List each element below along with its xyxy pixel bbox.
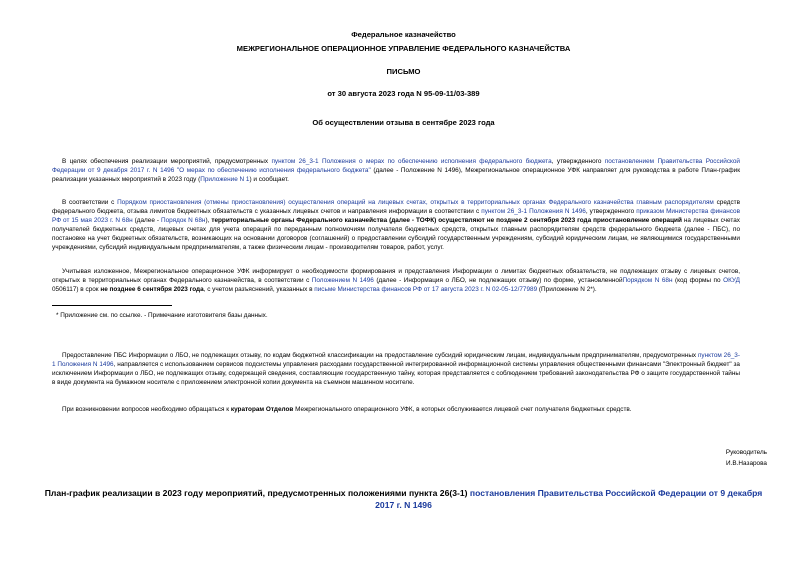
link-clause-26-3-1[interactable]: пунктом 26_3-1 Положения N 1496	[52, 352, 740, 368]
bold-deadline-text: не позднее 6 сентября 2023 года	[100, 286, 204, 293]
link-clause-26-3-1[interactable]: пунктом 26_3-1 Положения о мерах по обеспечению исполнения федерального бюджета	[271, 158, 552, 165]
text: В соответствии с	[62, 199, 118, 206]
text: Учитывая изложенное, Межрегиональное операционное УФК информирует о необходимости формирования и представления Информации о лимитах бюджетных обязательств, не подлежащих отзыву с лицевых счетов, открытых в территориальных органах Федерального казначейства, в соответствии с	[52, 268, 740, 284]
text: на лицевых счетах получателей бюджетных средств, лицевых счетах для учета операций по переданным полномочиям получателя бюджетных средств, открытых главным распорядителям средств федерального бюджета (далее - ПБС), по постановке на учет бюджетных обязательств, возникающих на основании договоров (соглашений) о предоставлении субсидий государственным учреждениям, субсидий юридическим лицам, не являющимися государственными учреждениями, субсидий индивидуальным предпринимателям, а также физическим лицам - производителям товаров, работ, услуг.	[52, 217, 740, 251]
footnote: * Приложение см. по ссылке. - Примечание изготовителя базы данных.	[56, 312, 268, 319]
text: Предоставление ПБС Информации о ЛБО, не подлежащих отзыву, по кодам бюджетной классификации на предоставление субсидий юридическим лицам, индивидуальным предпринимателям, предусмотренных	[62, 352, 698, 359]
text: ),	[205, 217, 212, 224]
plan-heading	[40, 487, 767, 511]
link-order-68n[interactable]: приказом Министерства финансов РФ от 15 мая 2023 г. N 68н	[52, 208, 740, 224]
link-minfin-letter[interactable]: письме Министерства финансов РФ от 17 августа 2023 г. N 02-05-12/77989	[314, 286, 538, 293]
paragraph-1	[52, 157, 740, 184]
text: Межрегионального операционного УФК, в которых обслуживается лицевой счет получателя бюджетных средств.	[293, 406, 632, 413]
signatory-title: Руководитель	[725, 449, 767, 456]
link-suspension-procedure[interactable]: Порядком приостановления (отмены приостановления) осуществления операций на лицевых счетах, открытых в территориальных органах Федерального казначейства главным распорядителям	[117, 199, 714, 206]
text: При возникновении вопросов необходимо обращаться к	[62, 406, 231, 413]
paragraph-3	[52, 267, 740, 294]
text: (далее - Положение N 1496), Межрегиональное операционное УФК направляет для руководства в работе План-график реализации указанных мероприятий в 2023 году (	[52, 167, 740, 183]
link-procedure-68n[interactable]: Порядок N 68н	[161, 217, 206, 224]
link-resolution-1496[interactable]: постановлением Правительства Российской Федерации от 9 декабря 2017 г. N 1496 "О мерах по обеспечению исполнения федерального бюджета"	[52, 158, 741, 174]
footnote-divider	[52, 305, 172, 306]
department-name: МЕЖРЕГИОНАЛЬНОЕ ОПЕРАЦИОННОЕ УПРАВЛЕНИЕ ФЕДЕРАЛЬНОГО КАЗНАЧЕЙСТВА	[236, 44, 571, 53]
text: (далее -	[132, 217, 162, 224]
plan-heading-text: План-график реализации в 2023 году мероприятий, предусмотренных положениями пункта 26(3-1)	[44, 488, 470, 498]
text: 0506117) в срок	[52, 286, 101, 293]
agency-name: Федеральное казначейство	[351, 30, 456, 39]
link-regulation-1496[interactable]: Положением N 1496	[311, 277, 374, 284]
text: , направляется с использованием сервисов подсистемы управления расходами государственной интегрированной информационной системы управления общественными финансами "Электронный бюджет" за исключением Информации о ЛБО, не подлежащих отзыву, содержащей сведения, составляющие государственную тайну, которая представляется с соблюдением требований законодательства РФ о защите государственной тайны в виде документа на бумажном носителе с приложением электронной копии документа на съемном машинном носителе.	[52, 361, 740, 386]
link-appendix-1[interactable]: Приложение N 1	[200, 176, 250, 183]
signature-block	[726, 447, 767, 469]
text: (далее - Информация о ЛБО, не подлежащих отзыву) по форме, установленной	[373, 277, 623, 284]
text: (код формы по	[672, 277, 724, 284]
text: , утвержденного	[585, 208, 637, 215]
text: средств федерального бюджета, отзыва лимитов бюджетных обязательств с указанных лицевых счетов и направления информации в соответствии с	[52, 199, 741, 215]
text: (Приложение N 2*).	[537, 286, 597, 293]
bold-curators-text: кураторам Отделов	[230, 406, 294, 413]
paragraph-4	[52, 351, 740, 387]
text: , с учетом разъяснений, указанных в	[203, 286, 315, 293]
text: ) и сообщает.	[249, 176, 289, 183]
signatory-name: И.В.Назарова	[726, 460, 767, 467]
paragraph-5	[52, 405, 740, 414]
paragraph-2	[52, 198, 740, 252]
link-okud[interactable]: ОКУД	[723, 277, 740, 284]
text: В целях обеспечения реализации мероприятий, предусмотренных	[62, 158, 272, 165]
document-type: ПИСЬМО	[386, 67, 421, 76]
link-clause-26-3-1[interactable]: пунктом 26_3-1 Положения N 1496	[481, 208, 586, 215]
bold-deadline-text: территориальные органы Федерального казначейства (далее - ТОФК) осуществляют не позднее 2 сентября 2023 года приостановление операций	[211, 217, 682, 224]
link-procedure-68n[interactable]: Порядком N 68н	[622, 277, 673, 284]
document-subject: Об осуществлении отзыва в сентябре 2023 года	[312, 118, 495, 127]
link-resolution-1496[interactable]: постановления Правительства Российской Федерации от 9 декабря 2017 г. N 1496	[375, 488, 763, 510]
document-date-number: от 30 августа 2023 года N 95-09-11/03-389	[327, 89, 480, 98]
text: , утвержденного	[551, 158, 605, 165]
